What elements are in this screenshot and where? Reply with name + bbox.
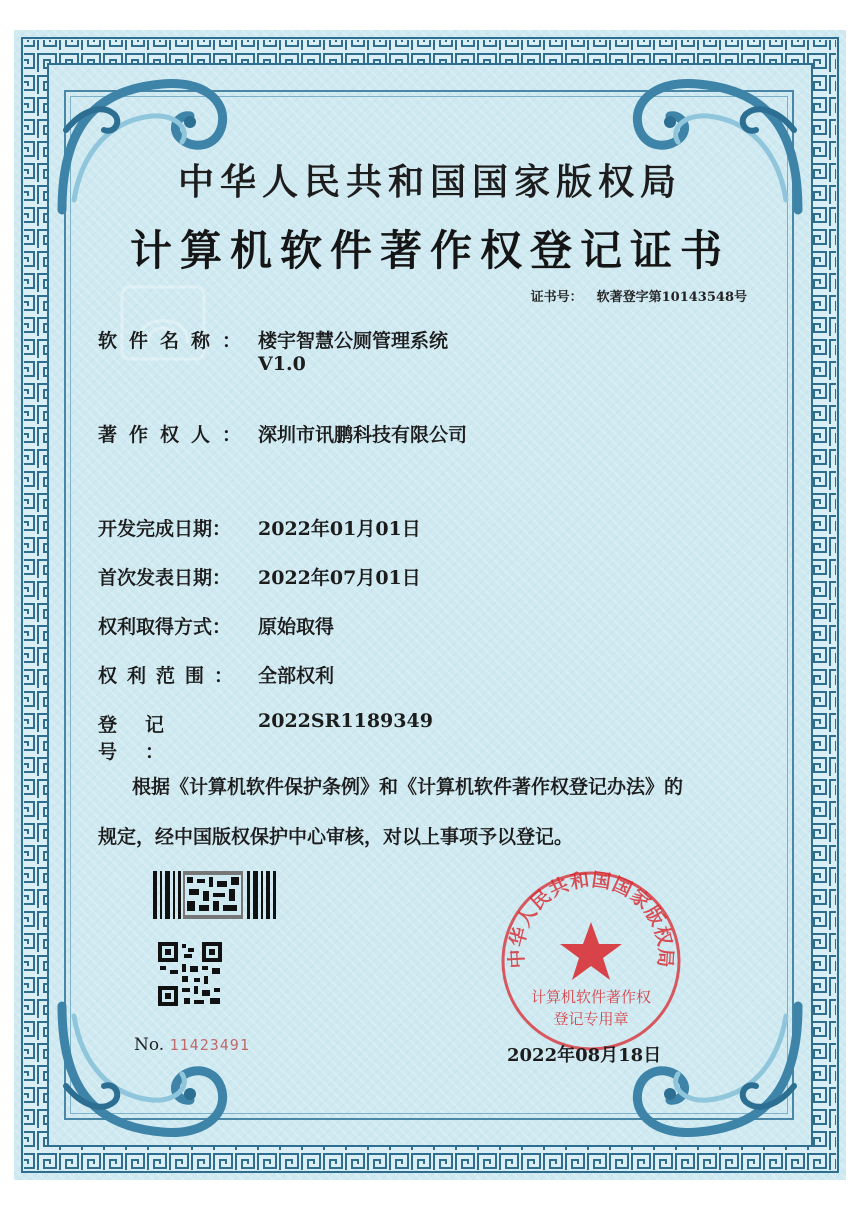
qr-code-icon [158,942,222,1006]
seal-arc-text: 中华人民共和国国家版权局 [505,868,677,969]
registration-number-value: 2022SR1189349 [258,710,433,732]
statement-line1: 根据《计算机软件保护条例》和《计算机软件著作权登记办法》的 [132,776,684,798]
development-date-value: 2022年01月01日 [258,518,421,540]
copyright-holder-row [98,420,467,447]
acquisition-method-value: 原始取得 [258,616,335,638]
seal-line2: 登记专用章 [553,1010,629,1028]
software-name-row [98,326,448,375]
rights-scope-row [98,661,334,688]
star-icon [560,922,622,980]
rights-scope-label: 权利范围： [98,665,244,687]
acquisition-method-row [98,612,334,639]
software-name-label: 软件名称： [98,330,254,352]
official-seal-stamp [496,866,686,1056]
serial-number [134,1035,250,1055]
certificate-title: 计算机软件著作权登记证书 [129,226,730,275]
first-publish-date-label: 首次发表日期： [98,567,232,589]
barcode-icon [153,871,279,919]
first-publish-date-row [98,563,421,590]
seal-line1: 计算机软件著作权 [530,988,652,1006]
certificate-number-value: 软著登字第10143548号 [596,290,747,305]
software-name-line1: 楼宇智慧公厕管理系统 [258,330,449,352]
development-date-label: 开发完成日期： [98,518,232,540]
software-name-value [258,326,448,375]
acquisition-method-label: 权利取得方式： [98,616,232,638]
issue-date: 2022年08月18日 [507,1045,662,1066]
corner-ornament-bottom-left [52,996,242,1146]
registration-number-row [98,710,433,764]
registration-number-label: 登记号： [98,714,193,763]
copyright-holder-label: 著作权人： [98,424,254,446]
serial-value: 11423491 [169,1036,250,1054]
issuer-title: 中华人民共和国国家版权局 [177,161,682,203]
development-date-row [98,514,421,541]
rights-scope-value: 全部权利 [258,665,335,687]
serial-prefix: No. [134,1035,165,1055]
first-publish-date-value: 2022年07月01日 [258,567,421,589]
certificate-number [531,286,747,305]
copyright-holder-value: 深圳市讯鹏科技有限公司 [258,424,468,446]
certificate-number-label: 证书号： [530,290,583,305]
statement-line2: 规定，经中国版权保护中心审核，对以上事项予以登记。 [98,826,574,848]
software-version: V1.0 [258,353,306,375]
